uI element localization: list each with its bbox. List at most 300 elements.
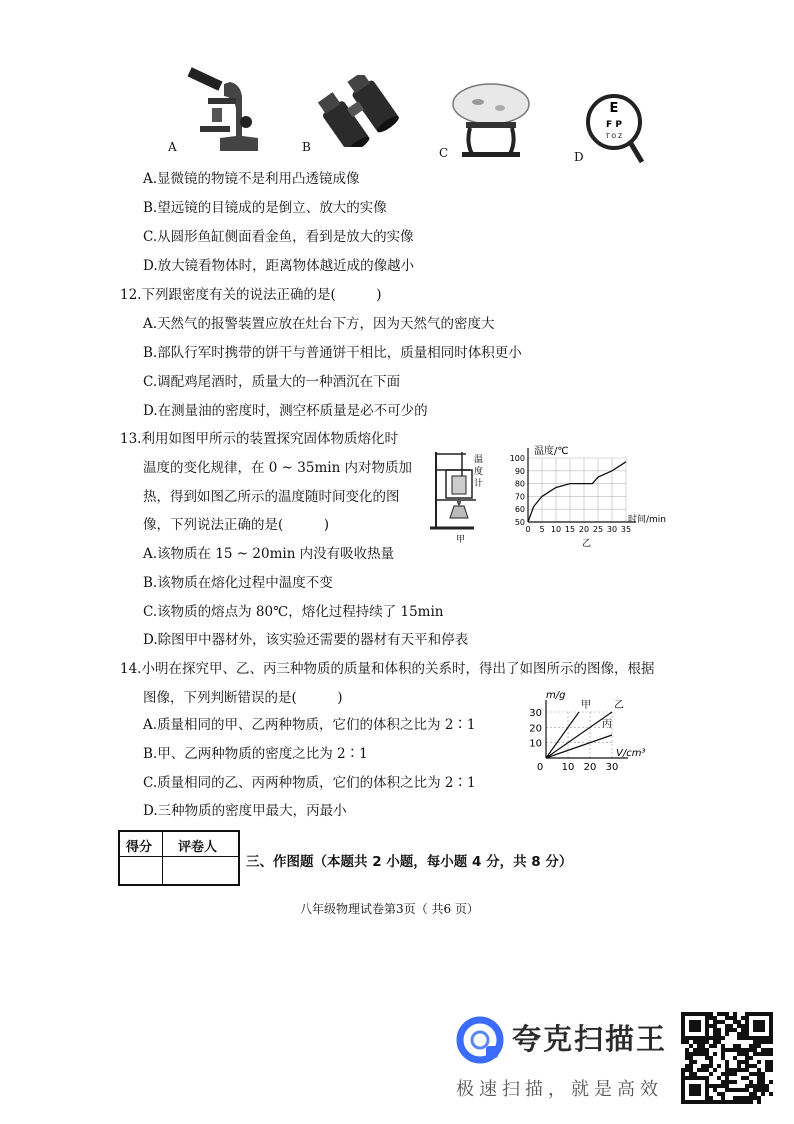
qr-module (753, 1092, 757, 1096)
qr-module (769, 1064, 773, 1068)
qr-module (737, 1088, 741, 1092)
qr-finder-center (689, 1020, 701, 1032)
qr-module (697, 1048, 701, 1052)
q12-stem: 12.下列跟密度有关的说法正确的是( ) (120, 287, 382, 303)
q11-option-c: C.从圆形鱼缸侧面看金鱼，看到是放大的实像 (143, 229, 414, 245)
q14-stem-line1: 14.小明在探究甲、乙、丙三种物质的质量和体积的关系时，得出了如图所示的图像，根据 (120, 661, 655, 677)
qr-module (753, 1048, 757, 1052)
qr-module (765, 1048, 769, 1052)
score-table (118, 830, 240, 886)
qr-module (733, 1028, 737, 1032)
qr-module (713, 1036, 717, 1040)
qr-module (753, 1064, 757, 1068)
qr-module (733, 1020, 737, 1024)
qr-module (741, 1100, 745, 1104)
qr-module (717, 1020, 721, 1024)
figure-yi-label: 乙 (582, 539, 592, 549)
mv-x-tick-label: 30 (605, 762, 619, 773)
qr-module (749, 1100, 753, 1104)
qr-module (765, 1060, 769, 1064)
qr-module (765, 1084, 769, 1088)
qr-module (721, 1012, 725, 1016)
qr-module (721, 1100, 725, 1104)
qr-module (717, 1028, 721, 1032)
image-label-a: A (168, 140, 177, 154)
eye-chart-row-2: F P (606, 120, 622, 130)
qr-module (725, 1064, 729, 1068)
qr-module (749, 1072, 753, 1076)
qr-module (725, 1024, 729, 1028)
qr-module (713, 1028, 717, 1032)
q12-option-b: B.部队行军时携带的饼干与普通饼干相比，质量相同时体积更小 (143, 345, 522, 361)
qr-module (709, 1064, 713, 1068)
q12-option-d: D.在测量油的密度时，测空杯质量是必不可少的 (143, 403, 428, 419)
qr-module (733, 1096, 737, 1100)
mv-y-tick-label: 10 (529, 738, 542, 750)
qr-module (745, 1052, 749, 1056)
qr-module (769, 1092, 773, 1096)
qr-module (689, 1056, 693, 1060)
q13-stem-line2: 温度的变化规律，在 0 ~ 35min 内对物质加 (143, 460, 413, 476)
qr-module (737, 1060, 741, 1064)
qr-module (725, 1100, 729, 1104)
q11-option-b: B.望远镜的目镜成的是倒立、放大的实像 (143, 200, 387, 216)
qr-module (729, 1100, 733, 1104)
qr-module (721, 1080, 725, 1084)
qr-module (761, 1084, 765, 1088)
qr-module (737, 1096, 741, 1100)
mv-series-line-3 (546, 735, 612, 758)
qr-module (733, 1012, 737, 1016)
qr-module (729, 1088, 733, 1092)
qr-module (757, 1040, 761, 1044)
qr-module (721, 1048, 725, 1052)
qr-module (753, 1052, 757, 1056)
qr-module (737, 1044, 741, 1048)
qr-module (749, 1092, 753, 1096)
qr-module (725, 1084, 729, 1088)
qr-module (761, 1052, 765, 1056)
qr-module (713, 1068, 717, 1072)
qr-module (701, 1044, 705, 1048)
qr-module (737, 1100, 741, 1104)
qr-module (709, 1096, 713, 1100)
qr-module (741, 1024, 745, 1028)
temp-y-tick-label: 60 (514, 505, 525, 515)
temp-x-tick-label: 20 (578, 525, 590, 534)
qr-module (705, 1064, 709, 1068)
qr-module (689, 1072, 693, 1076)
qr-module (757, 1088, 761, 1092)
qr-module (685, 1068, 689, 1072)
qr-module (713, 1016, 717, 1020)
qr-module (701, 1040, 705, 1044)
qr-module (737, 1052, 741, 1056)
qr-module (745, 1100, 749, 1104)
qr-module (745, 1060, 749, 1064)
mv-x-tick-label: 20 (583, 762, 597, 773)
qr-module (689, 1068, 693, 1072)
qr-module (741, 1060, 745, 1064)
qr-module (721, 1036, 725, 1040)
qr-module (721, 1092, 725, 1096)
qr-module (713, 1020, 717, 1024)
temp-x-tick-label: 35 (620, 525, 632, 534)
qr-module (757, 1084, 761, 1088)
temp-y-tick-label: 70 (514, 492, 525, 502)
grader-header: 评卷人 (178, 840, 218, 855)
qr-module (717, 1032, 721, 1036)
qr-module (769, 1052, 773, 1056)
qr-module (681, 1040, 685, 1044)
q14-stem-line2: 图像，下列判断错误的是( ) (143, 690, 343, 706)
qr-module (709, 1084, 713, 1088)
qr-module (725, 1016, 729, 1020)
qr-module (761, 1076, 765, 1080)
qr-module (717, 1076, 721, 1080)
eye-chart-row-1: E (609, 101, 619, 116)
qr-module (737, 1068, 741, 1072)
qr-module (737, 1036, 741, 1040)
qr-module (709, 1024, 713, 1028)
qr-module (717, 1040, 721, 1044)
qr-module (709, 1100, 713, 1104)
q14-option-d: D.三种物质的密度甲最大，丙最小 (143, 803, 347, 819)
qr-module (729, 1072, 733, 1076)
temp-y-axis-label: 温度/℃ (534, 446, 569, 457)
thermometer-label-1: 温 (474, 455, 484, 465)
temperature-time-chart (500, 440, 700, 550)
qr-module (685, 1064, 689, 1068)
qr-module (709, 1060, 713, 1064)
qr-module (769, 1040, 773, 1044)
qr-module (713, 1052, 717, 1056)
qr-module (717, 1100, 721, 1104)
qr-module (681, 1072, 685, 1076)
watermark-brand: 夸克扫描王 (512, 1022, 668, 1056)
qr-module (749, 1064, 753, 1068)
qr-module (753, 1040, 757, 1044)
qr-module (745, 1076, 749, 1080)
mv-series-line-1 (546, 712, 579, 758)
qr-module (685, 1048, 689, 1052)
qr-module (713, 1032, 717, 1036)
qr-module (721, 1072, 725, 1076)
qr-module (697, 1044, 701, 1048)
qr-module (721, 1044, 725, 1048)
qr-module (753, 1088, 757, 1092)
qr-module (765, 1068, 769, 1072)
section-3-heading: 三、作图题（本题共 2 小题，每小题 4 分，共 8 分） (246, 854, 573, 870)
qr-module (721, 1084, 725, 1088)
temp-y-tick-label: 90 (514, 466, 525, 476)
qr-module (729, 1068, 733, 1072)
qr-module (741, 1088, 745, 1092)
qr-module (733, 1068, 737, 1072)
qr-module (713, 1100, 717, 1104)
qr-module (757, 1080, 761, 1084)
qr-module (725, 1080, 729, 1084)
mass-volume-chart (520, 686, 660, 780)
qr-module (757, 1096, 761, 1100)
mv-x-axis-label: V/cm³ (616, 748, 646, 759)
image-label-c: C (439, 146, 449, 160)
heating-apparatus-figure (428, 448, 488, 548)
qr-module (757, 1060, 761, 1064)
binoculars-image (316, 75, 400, 151)
qr-module (725, 1032, 729, 1036)
qr-module (765, 1040, 769, 1044)
qr-module (717, 1064, 721, 1068)
temp-x-tick-label: 15 (564, 525, 576, 534)
qr-module (757, 1044, 761, 1048)
qr-module (761, 1040, 765, 1044)
qr-module (757, 1068, 761, 1072)
qr-module (709, 1036, 713, 1040)
qr-module (741, 1076, 745, 1080)
qr-module (733, 1080, 737, 1084)
qr-module (753, 1084, 757, 1088)
qr-module (761, 1080, 765, 1084)
mv-x-tick-label: 0 (536, 762, 544, 773)
qr-module (753, 1072, 757, 1076)
qr-module (745, 1068, 749, 1072)
q14-option-a: A.质量相同的甲、乙两种物质，它们的体积之比为 2∶1 (143, 717, 476, 733)
qr-module (733, 1048, 737, 1052)
temp-y-tick-label: 80 (514, 479, 525, 489)
qr-module (745, 1096, 749, 1100)
image-label-b: B (302, 140, 311, 154)
temp-y-tick-label: 50 (514, 518, 525, 527)
qr-module (725, 1088, 729, 1092)
qr-module (725, 1028, 729, 1032)
qr-module (749, 1084, 753, 1088)
q13-stem-line4: 像，下列说法正确的是( ) (143, 517, 330, 533)
qr-module (737, 1032, 741, 1036)
qr-module (685, 1056, 689, 1060)
eye-chart-row-3: T O Z (605, 133, 623, 140)
qr-module (713, 1040, 717, 1044)
qr-module (717, 1084, 721, 1088)
qr-module (749, 1044, 753, 1048)
qr-module (761, 1048, 765, 1052)
qr-module (761, 1072, 765, 1076)
qr-module (729, 1028, 733, 1032)
temp-x-tick-label: 5 (539, 525, 545, 534)
qr-module (697, 1068, 701, 1072)
qr-module (769, 1060, 773, 1064)
temp-y-tick-label: 100 (509, 454, 525, 463)
qr-finder-center (689, 1084, 701, 1096)
q13-option-b: B.该物质在熔化过程中温度不变 (143, 575, 333, 591)
qr-module (709, 1012, 713, 1016)
qr-module (709, 1044, 713, 1048)
qr-module (725, 1012, 729, 1016)
qr-module (769, 1048, 773, 1052)
qr-module (749, 1056, 753, 1060)
qr-module (729, 1024, 733, 1028)
q11-option-a: A.显微镜的物镜不是利用凸透镜成像 (143, 171, 360, 187)
q14-option-c: C.质量相同的乙、丙两种物质，它们的体积之比为 2∶1 (143, 775, 476, 791)
qr-module (689, 1064, 693, 1068)
qr-module (689, 1044, 693, 1048)
qr-module (729, 1080, 733, 1084)
qr-finder-center (753, 1020, 765, 1032)
qr-module (705, 1048, 709, 1052)
qr-module (705, 1052, 709, 1056)
qr-module (749, 1080, 753, 1084)
qr-module (757, 1052, 761, 1056)
qr-module (765, 1052, 769, 1056)
qr-code-icon (681, 1012, 773, 1108)
qr-module (685, 1040, 689, 1044)
qr-module (733, 1100, 737, 1104)
qr-module (721, 1096, 725, 1100)
qr-module (689, 1052, 693, 1056)
watermark-slogan: 极速扫描，就是高效 (456, 1079, 663, 1100)
qr-module (701, 1052, 705, 1056)
qr-module (693, 1072, 697, 1076)
qr-module (733, 1044, 737, 1048)
qr-module (705, 1040, 709, 1044)
qr-module (745, 1056, 749, 1060)
qr-module (761, 1088, 765, 1092)
qr-module (713, 1084, 717, 1088)
qr-module (749, 1096, 753, 1100)
mv-series-label-1: 甲 (581, 700, 591, 711)
qr-module (769, 1068, 773, 1072)
qr-module (757, 1076, 761, 1080)
fish-tank-image (448, 80, 534, 164)
qr-module (741, 1036, 745, 1040)
qr-module (713, 1088, 717, 1092)
qr-module (745, 1064, 749, 1068)
qr-module (749, 1048, 753, 1052)
qr-module (717, 1092, 721, 1096)
qr-module (709, 1056, 713, 1060)
qr-module (741, 1048, 745, 1052)
q11-option-d: D.放大镜看物体时，距离物体越近成的像越小 (143, 258, 415, 274)
qr-module (733, 1056, 737, 1060)
qr-module (721, 1020, 725, 1024)
qr-module (737, 1024, 741, 1028)
q14-option-b: B.甲、乙两种物质的密度之比为 2∶1 (143, 746, 368, 762)
q13-option-c: C.该物质的熔点为 80℃，熔化过程持续了 15min (143, 604, 444, 620)
q12-option-c: C.调配鸡尾酒时，质量大的一种酒沉在下面 (143, 374, 401, 390)
qr-module (745, 1084, 749, 1088)
qr-module (693, 1060, 697, 1064)
qr-module (745, 1088, 749, 1092)
qr-module (725, 1068, 729, 1072)
qr-module (725, 1076, 729, 1080)
qr-module (733, 1016, 737, 1020)
qr-module (737, 1020, 741, 1024)
figure-jia-label: 甲 (456, 535, 466, 544)
qr-module (741, 1028, 745, 1032)
q13-option-a: A.该物质在 15 ~ 20min 内没有吸收热量 (143, 546, 395, 562)
microscope-image (180, 66, 265, 160)
temp-x-tick-label: 25 (592, 525, 604, 534)
qr-module (705, 1056, 709, 1060)
qr-module (741, 1068, 745, 1072)
qr-module (693, 1040, 697, 1044)
qr-module (701, 1068, 705, 1072)
qr-module (761, 1092, 765, 1096)
qr-module (741, 1032, 745, 1036)
qr-module (693, 1048, 697, 1052)
image-label-d: D (574, 150, 584, 164)
qr-module (765, 1088, 769, 1092)
qr-module (745, 1048, 749, 1052)
q13-option-d: D.除图甲中器材外，该实验还需要的器材有天平和停表 (143, 632, 469, 648)
mv-series-label-3: 丙 (602, 719, 612, 730)
mv-y-axis-label: m/g (546, 690, 566, 701)
qr-module (713, 1044, 717, 1048)
mv-y-tick-label: 20 (529, 723, 542, 735)
q13-stem-line1: 13.利用如图甲所示的装置探究固体物质熔化时 (120, 431, 398, 447)
qr-module (693, 1052, 697, 1056)
q13-stem-line3: 热，得到如图乙所示的温度随时间变化的图 (143, 489, 400, 505)
qr-module (709, 1016, 713, 1020)
qr-module (701, 1064, 705, 1068)
quark-logo-icon (456, 1016, 504, 1068)
qr-module (769, 1080, 773, 1084)
qr-module (741, 1096, 745, 1100)
temp-x-tick-label: 0 (525, 525, 531, 534)
qr-module (705, 1068, 709, 1072)
qr-module (689, 1060, 693, 1064)
qr-module (741, 1052, 745, 1056)
page-footer: 八年级物理试卷第3页（ 共6 页） (300, 902, 479, 916)
qr-module (725, 1048, 729, 1052)
qr-module (721, 1056, 725, 1060)
qr-module (757, 1072, 761, 1076)
qr-module (729, 1048, 733, 1052)
qr-module (725, 1072, 729, 1076)
temp-x-tick-label: 30 (606, 525, 618, 534)
qr-module (733, 1088, 737, 1092)
thermometer-label-2: 度 (474, 467, 484, 477)
qr-module (717, 1036, 721, 1040)
qr-module (685, 1052, 689, 1056)
qr-module (721, 1052, 725, 1056)
qr-module (709, 1072, 713, 1076)
mv-y-tick-label: 30 (529, 708, 542, 719)
mv-x-tick-label: 10 (561, 762, 575, 773)
magnifier-eye-chart-image (584, 90, 646, 170)
qr-module (697, 1052, 701, 1056)
qr-module (733, 1072, 737, 1076)
qr-module (753, 1096, 757, 1100)
q12-option-a: A.天然气的报警装置应放在灶台下方，因为天然气的密度大 (143, 316, 495, 332)
qr-module (737, 1064, 741, 1068)
qr-module (725, 1060, 729, 1064)
qr-module (737, 1048, 741, 1052)
temp-x-tick-label: 10 (550, 525, 562, 534)
qr-module (753, 1044, 757, 1048)
qr-module (681, 1068, 685, 1072)
qr-module (741, 1016, 745, 1020)
score-header: 得分 (126, 840, 153, 855)
temp-x-axis-label: 时间/min (628, 515, 667, 525)
qr-module (717, 1012, 721, 1016)
thermometer-label-3: 计 (474, 479, 484, 489)
qr-module (765, 1064, 769, 1068)
qr-module (729, 1016, 733, 1020)
mv-series-label-2: 乙 (614, 700, 624, 711)
qr-module (757, 1100, 761, 1104)
qr-module (701, 1048, 705, 1052)
